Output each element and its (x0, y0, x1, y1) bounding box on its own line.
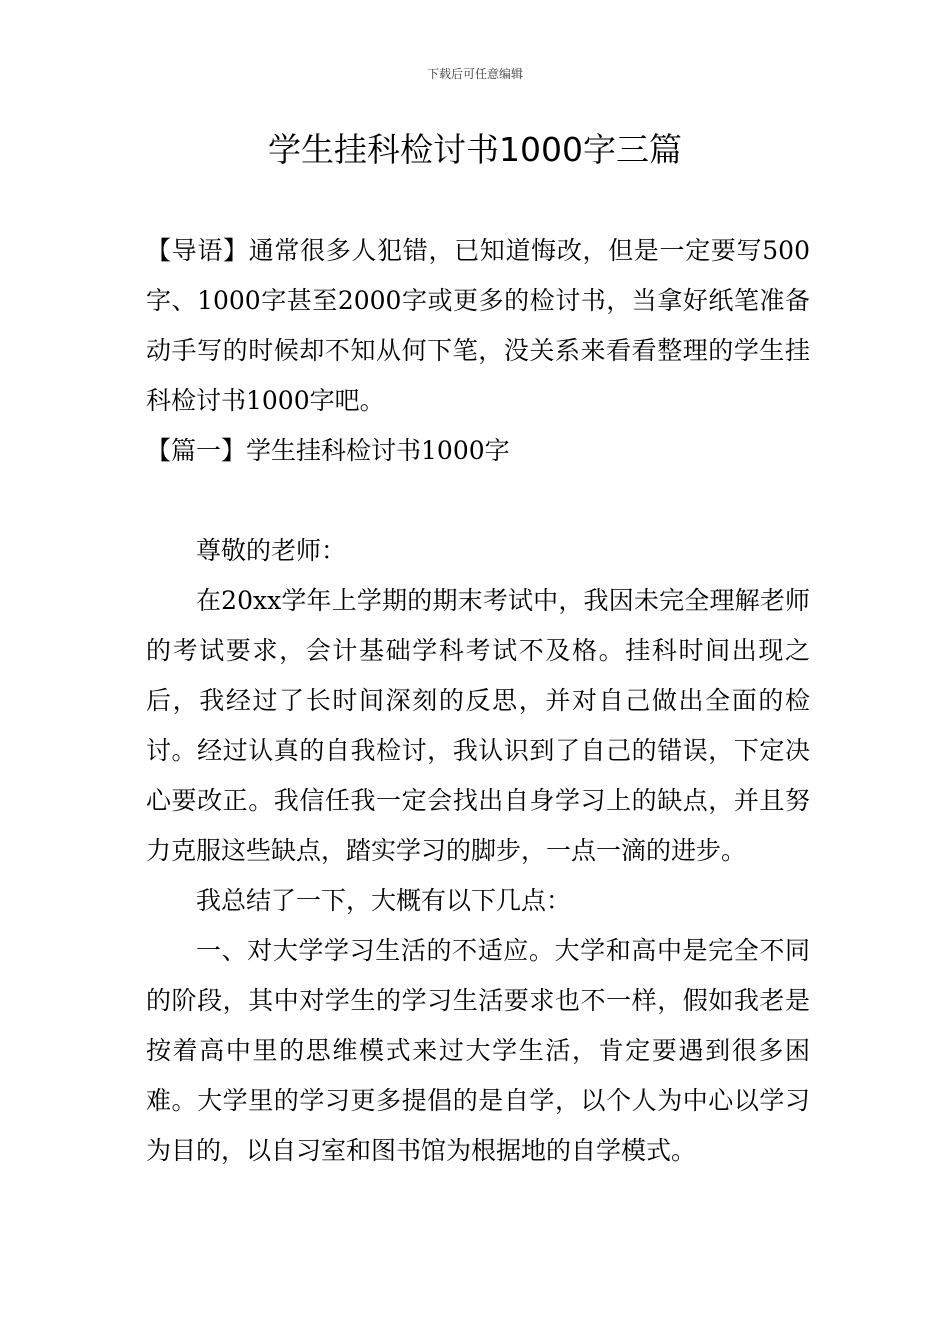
body-paragraph: 我总结了一下，大概有以下几点： (196, 886, 572, 915)
intro-paragraph: 【导语】通常很多人犯错，已知道悔改，但是一定要写500字、1000字甚至2000字或更多的检讨书，当拿好纸笔准备动手写的时候却不知从何下笔，没关系来看看整理的学生挂科检讨书1000字吧。 (146, 236, 810, 415)
document-title: 学生挂科检讨书1000字三篇 (268, 130, 682, 169)
salutation: 尊敬的老师： (196, 536, 347, 565)
body-paragraph: 一、对大学学习生活的不适应。大学和高中是完全不同的阶段，其中对学生的学习生活要求也不一样，假如我老是按着高中里的思维模式来过大学生活，肯定要遇到很多困难。大学里的学习更多提倡的是自学，以个人为中心以学习为目的，以自习室和图书馆为根据地的自学模式。 (146, 936, 810, 1165)
body-paragraph: 在20xx学年上学期的期末考试中，我因未完全理解老师的考试要求，会计基础学科考试不及格。挂科时间出现之后，我经过了长时间深刻的反思，并对自己做出全面的检讨。经过认真的自我检讨，我认识到了自己的错误，下定决心要改正。我信任我一定会找出自身学习上的缺点，并且努力克服这些缺点，踏实学习的脚步，一点一滴的进步。 (146, 586, 810, 865)
document-body (146, 226, 810, 1176)
header-note: 下载后可任意编辑 (426, 67, 523, 81)
blank-line (146, 476, 810, 526)
section-heading: 【篇一】学生挂科检讨书1000字 (146, 436, 510, 465)
